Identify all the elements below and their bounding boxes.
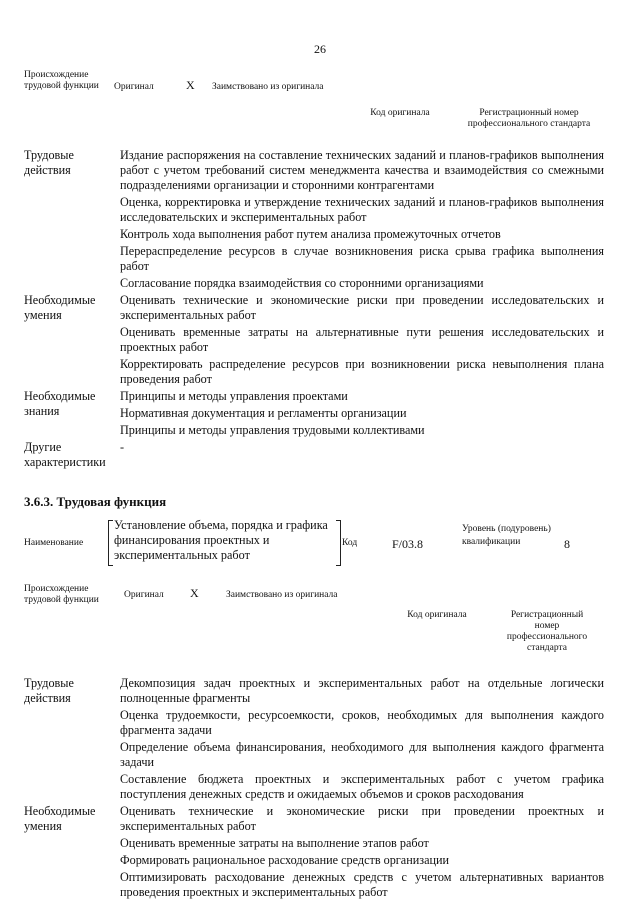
origin-reg-label: Регистрационный номер профессионального стандарта bbox=[506, 610, 588, 653]
origin-original: Оригинал bbox=[114, 82, 154, 92]
function-level-label: Уровень (подуровень) квалификации bbox=[462, 524, 551, 547]
labor-action-item: Оценка, корректировка и утверждение технических заданий и планов-графиков выполнения исследовательских и экспериментальных работ bbox=[120, 195, 604, 224]
origin-label: Происхождение трудовой функции bbox=[24, 584, 99, 605]
origin-reg-label: Регистрационный номер профессионального стандарта bbox=[467, 108, 591, 129]
other-row bbox=[24, 440, 604, 470]
block-b bbox=[24, 676, 604, 902]
skill-item: Корректировать распределение ресурсов при возникновении риска невыполнения плана проведения работ bbox=[120, 357, 604, 386]
skill-item: Оценивать технические и экономические риски при проведении исследовательских и экспериментальных работ bbox=[120, 293, 604, 322]
skill-item: Формировать рациональное расходование средств организации bbox=[120, 853, 450, 867]
skill-item: Оценивать временные затраты на выполнение этапов работ bbox=[120, 836, 429, 850]
skills-row bbox=[24, 293, 604, 389]
origin-block-bottom bbox=[24, 584, 614, 658]
labor-action-item: Декомпозиция задач проектных и экспериментальных работ на отдельные логически полноценные фрагменты bbox=[120, 676, 604, 705]
origin-mark: X bbox=[190, 586, 199, 600]
other-item: - bbox=[120, 440, 125, 454]
origin-code-label: Код оригинала bbox=[370, 108, 430, 118]
labor-actions-list bbox=[120, 148, 604, 293]
knowledge-item: Нормативная документация и регламенты организации bbox=[120, 406, 407, 420]
function-level: 8 bbox=[564, 537, 570, 551]
skill-item: Оценивать временные затраты на альтернативные пути решения исследовательских и проектных работ bbox=[120, 325, 604, 354]
name-bracket-right bbox=[336, 520, 341, 566]
labor-action-item: Контроль хода выполнения работ путем анализа промежуточных отчетов bbox=[120, 227, 501, 241]
knowledge-item: Принципы и методы управления трудовыми коллективами bbox=[120, 423, 425, 437]
knowledge-row bbox=[24, 389, 604, 440]
labor-actions-row bbox=[24, 148, 604, 293]
function-code-label: Код bbox=[342, 538, 358, 548]
origin-borrowed: Заимствовано из оригинала bbox=[226, 590, 338, 600]
knowledge-list bbox=[120, 389, 604, 440]
origin-code-label: Код оригинала bbox=[407, 610, 467, 620]
skill-item: Оценивать технические и экономические риски при проведении проектных и экспериментальных работ bbox=[120, 804, 604, 833]
labor-actions-list bbox=[120, 676, 604, 804]
skills-list bbox=[120, 293, 604, 389]
function-name-label: Наименование bbox=[24, 538, 84, 548]
knowledge-item: Принципы и методы управления проектами bbox=[120, 389, 348, 403]
origin-label: Происхождение трудовой функции bbox=[24, 70, 99, 91]
skill-item: Оптимизировать расходование денежных средств с учетом альтернативных вариантов проведения проектных и экспериментальных работ bbox=[120, 870, 604, 899]
skills-row bbox=[24, 804, 604, 902]
origin-original: Оригинал bbox=[124, 590, 164, 600]
other-list bbox=[120, 440, 604, 457]
origin-mark: X bbox=[186, 78, 195, 92]
labor-action-item: Перераспределение ресурсов в случае возникновения риска срыва графика выполнения работ bbox=[120, 244, 604, 273]
labor-actions-label: Трудовые действия bbox=[24, 148, 74, 177]
function-name: Установление объема, порядка и графика финансирования проектных и экспериментальных работ bbox=[114, 518, 328, 562]
skills-label: Необходимые умения bbox=[24, 293, 96, 322]
knowledge-label: Необходимые знания bbox=[24, 389, 96, 418]
function-row bbox=[24, 518, 614, 572]
skills-label: Необходимые умения bbox=[24, 804, 96, 833]
labor-action-item: Согласование порядка взаимодействия со сторонними организациями bbox=[120, 276, 484, 290]
labor-action-item: Составление бюджета проектных и экспериментальных работ с учетом графика поступления денежных средств и ожидаемых объемов и сроков расходования bbox=[120, 772, 604, 801]
function-code: F/03.8 bbox=[392, 537, 424, 551]
origin-block-top bbox=[24, 70, 614, 140]
labor-actions-row bbox=[24, 676, 604, 804]
labor-action-item: Определение объема финансирования, необходимого для выполнения каждого фрагмента задачи bbox=[120, 740, 604, 769]
origin-borrowed: Заимствовано из оригинала bbox=[212, 82, 324, 92]
page-number: 26 bbox=[314, 42, 326, 56]
labor-action-item: Издание распоряжения на составление технических заданий и планов-графиков выполнения работ с учетом требований систем менеджмента качества и взаимодействия со смежными подразделениями организации и сторонними контрагентами bbox=[120, 148, 604, 192]
section-heading: 3.6.3. Трудовая функция bbox=[24, 494, 167, 509]
other-label: Другие характеристики bbox=[24, 440, 106, 469]
labor-action-item: Оценка трудоемкости, ресурсоемкости, сроков, необходимых для выполнения каждого фрагмента задачи bbox=[120, 708, 604, 737]
block-a bbox=[24, 148, 604, 470]
labor-actions-label: Трудовые действия bbox=[24, 676, 74, 705]
skills-list bbox=[120, 804, 604, 902]
